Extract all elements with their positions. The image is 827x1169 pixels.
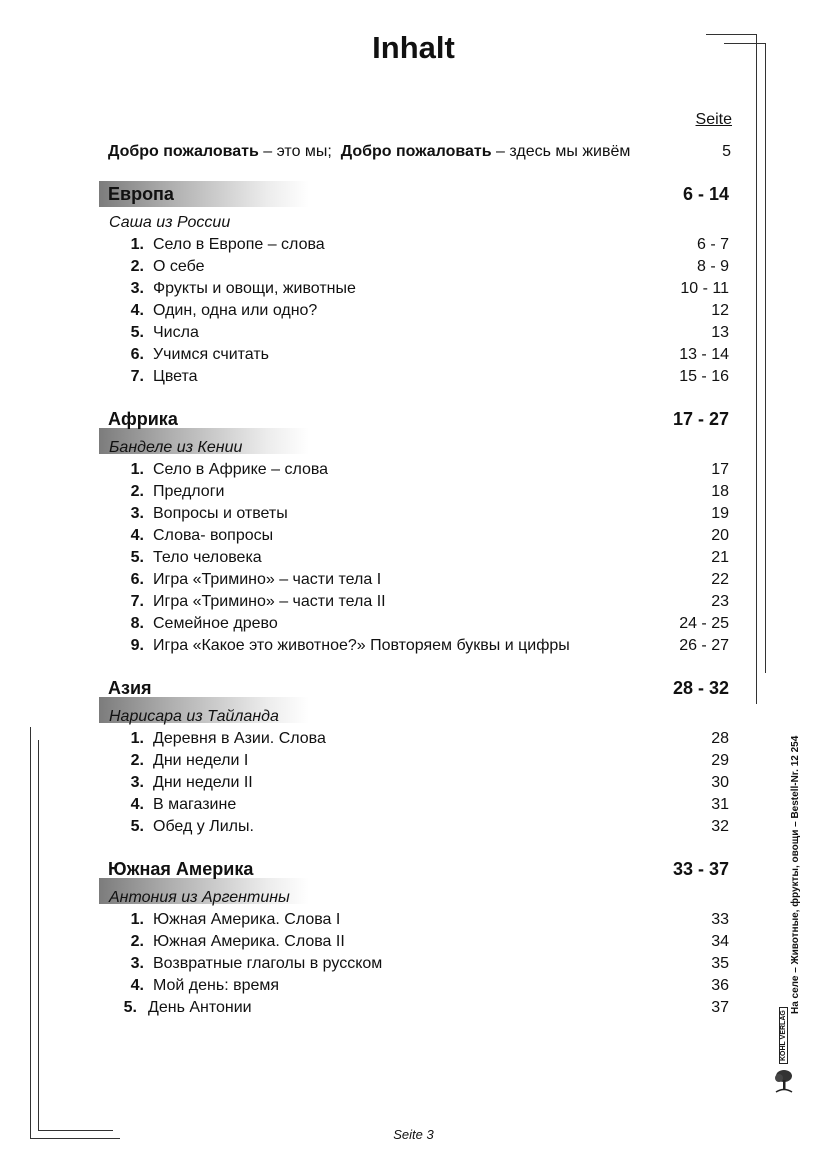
section-subtitle: Нарисара из Тайланда bbox=[109, 708, 279, 725]
item-number: 5. bbox=[123, 999, 137, 1016]
item-page: 19 bbox=[711, 505, 729, 522]
toc-item bbox=[0, 280, 827, 302]
item-number: 1. bbox=[130, 236, 144, 253]
item-number: 4. bbox=[130, 302, 144, 319]
section-subtitle: Банделе из Кении bbox=[109, 439, 243, 456]
item-text: Числа bbox=[153, 324, 199, 341]
item-number: 2. bbox=[130, 258, 144, 275]
item-text: Слова- вопросы bbox=[153, 527, 274, 544]
item-page: 15 - 16 bbox=[679, 368, 729, 385]
section-range: 33 - 37 bbox=[672, 859, 729, 879]
toc-item bbox=[0, 483, 827, 505]
item-text: Обед у Лилы. bbox=[153, 818, 254, 835]
item-page: 37 bbox=[711, 999, 729, 1016]
item-number: 4. bbox=[130, 796, 144, 813]
item-text: Возвратные глаголы в русском bbox=[153, 955, 383, 972]
item-text: Игра «Тримино» – части тела II bbox=[153, 593, 386, 610]
section-title: Африка bbox=[108, 409, 178, 429]
toc-item bbox=[0, 324, 827, 346]
item-number: 4. bbox=[130, 977, 144, 994]
section-title: Южная Америка bbox=[108, 859, 254, 879]
toc-item bbox=[0, 637, 827, 659]
item-text: Фрукты и овощи, животные bbox=[153, 280, 356, 297]
toc-item bbox=[0, 615, 827, 637]
item-page: 12 bbox=[711, 302, 729, 319]
item-page: 36 bbox=[711, 977, 729, 994]
item-text: В магазине bbox=[153, 796, 237, 813]
toc-item bbox=[0, 730, 827, 752]
page-title: Inhalt bbox=[372, 30, 455, 65]
item-page: 28 bbox=[711, 730, 729, 747]
toc-item bbox=[0, 933, 827, 955]
item-number: 3. bbox=[130, 955, 144, 972]
item-text: Тело человека bbox=[153, 549, 262, 566]
toc-item bbox=[0, 368, 827, 390]
section-title: Азия bbox=[108, 678, 152, 698]
item-text: Деревня в Азии. Слова bbox=[153, 730, 326, 747]
item-number: 7. bbox=[130, 368, 144, 385]
item-text: Игра «Тримино» – части тела I bbox=[153, 571, 382, 588]
toc-item bbox=[0, 236, 827, 258]
item-text: Мой день: время bbox=[153, 977, 280, 994]
toc-item bbox=[0, 911, 827, 933]
item-page: 32 bbox=[711, 818, 729, 835]
toc-item bbox=[0, 302, 827, 324]
toc-item bbox=[0, 593, 827, 615]
welcome-line bbox=[108, 143, 630, 161]
item-number: 2. bbox=[130, 483, 144, 500]
item-number: 1. bbox=[130, 911, 144, 928]
section-range: 28 - 32 bbox=[672, 678, 729, 698]
toc-item bbox=[0, 346, 827, 368]
item-text: Село в Африке – слова bbox=[153, 461, 329, 478]
item-number: 3. bbox=[130, 505, 144, 522]
toc-item bbox=[0, 505, 827, 527]
welcome-bold-2: Добро пожаловать bbox=[340, 143, 492, 160]
toc-item bbox=[0, 571, 827, 593]
item-page: 6 - 7 bbox=[696, 236, 729, 253]
item-page: 30 bbox=[711, 774, 729, 791]
item-page: 22 bbox=[711, 571, 729, 588]
item-text: Учимся считать bbox=[153, 346, 269, 363]
item-page: 35 bbox=[711, 955, 729, 972]
page-column-label: Seite bbox=[695, 111, 732, 128]
item-page: 33 bbox=[711, 911, 729, 928]
item-text: Один, одна или одно? bbox=[153, 302, 318, 319]
item-number: 3. bbox=[130, 774, 144, 791]
item-number: 1. bbox=[130, 461, 144, 478]
item-page: 21 bbox=[711, 549, 729, 566]
item-number: 1. bbox=[130, 730, 144, 747]
item-text: День Антонии bbox=[148, 999, 252, 1016]
item-text: Южная Америка. Слова II bbox=[153, 933, 345, 950]
item-text: Село в Европе – слова bbox=[153, 236, 325, 253]
item-page: 13 bbox=[711, 324, 729, 341]
toc-item bbox=[0, 774, 827, 796]
section-subtitle: Саша из России bbox=[109, 214, 231, 231]
toc-item bbox=[0, 752, 827, 774]
product-info-vertical: На селе – Животные, фрукты, овощи – Bestell-Nr. 12 254 bbox=[790, 735, 801, 1014]
welcome-text-1: – это мы; bbox=[258, 143, 341, 160]
item-page: 23 bbox=[711, 593, 729, 610]
welcome-bold-1: Добро пожаловать bbox=[108, 143, 259, 160]
item-page: 18 bbox=[711, 483, 729, 500]
toc-item bbox=[0, 955, 827, 977]
item-number: 2. bbox=[130, 933, 144, 950]
item-text: Цвета bbox=[153, 368, 198, 385]
section-range: 6 - 14 bbox=[682, 184, 729, 204]
welcome-text-2: – здесь мы живём bbox=[491, 143, 631, 160]
section-subtitle: Антония из Аргентины bbox=[109, 889, 290, 906]
item-page: 10 - 11 bbox=[680, 280, 729, 297]
item-text: Семейное древо bbox=[153, 615, 278, 632]
item-number: 8. bbox=[130, 615, 144, 632]
item-page: 26 - 27 bbox=[679, 637, 729, 654]
page-number-footer: Seite 3 bbox=[393, 1127, 434, 1142]
item-number: 5. bbox=[130, 549, 144, 566]
item-page: 13 - 14 bbox=[679, 346, 729, 363]
toc-item bbox=[0, 796, 827, 818]
item-number: 6. bbox=[130, 571, 144, 588]
toc-item bbox=[0, 527, 827, 549]
item-page: 20 bbox=[711, 527, 729, 544]
item-page: 29 bbox=[711, 752, 729, 769]
item-number: 5. bbox=[130, 324, 144, 341]
item-text: Дни недели I bbox=[153, 752, 249, 769]
item-number: 9. bbox=[130, 637, 144, 654]
toc-item bbox=[0, 549, 827, 571]
item-number: 5. bbox=[130, 818, 144, 835]
item-text: Предлоги bbox=[153, 483, 225, 500]
item-number: 2. bbox=[130, 752, 144, 769]
welcome-page: 5 bbox=[722, 143, 731, 160]
section-title: Европа bbox=[108, 184, 174, 204]
item-number: 4. bbox=[130, 527, 144, 544]
item-page: 24 - 25 bbox=[679, 615, 729, 632]
item-number: 6. bbox=[130, 346, 144, 363]
item-page: 31 bbox=[711, 796, 729, 813]
item-text: Дни недели II bbox=[153, 774, 253, 791]
item-text: Игра «Какое это животное?» Повторяем буквы и цифры bbox=[153, 637, 570, 654]
item-number: 7. bbox=[130, 593, 144, 610]
item-text: Южная Америка. Слова I bbox=[153, 911, 341, 928]
toc-item bbox=[0, 818, 827, 840]
item-page: 34 bbox=[711, 933, 729, 950]
item-page: 8 - 9 bbox=[696, 258, 729, 275]
tree-icon bbox=[773, 1066, 795, 1094]
section-range: 17 - 27 bbox=[672, 409, 729, 429]
toc-item bbox=[0, 258, 827, 280]
item-text: О себе bbox=[153, 258, 205, 275]
toc-item bbox=[0, 461, 827, 483]
publisher-logo-text: KOHL VERLAG bbox=[779, 1007, 788, 1064]
toc-item bbox=[0, 999, 827, 1021]
item-text: Вопросы и ответы bbox=[153, 505, 288, 522]
toc-item bbox=[0, 977, 827, 999]
item-page: 17 bbox=[711, 461, 729, 478]
item-number: 3. bbox=[130, 280, 144, 297]
